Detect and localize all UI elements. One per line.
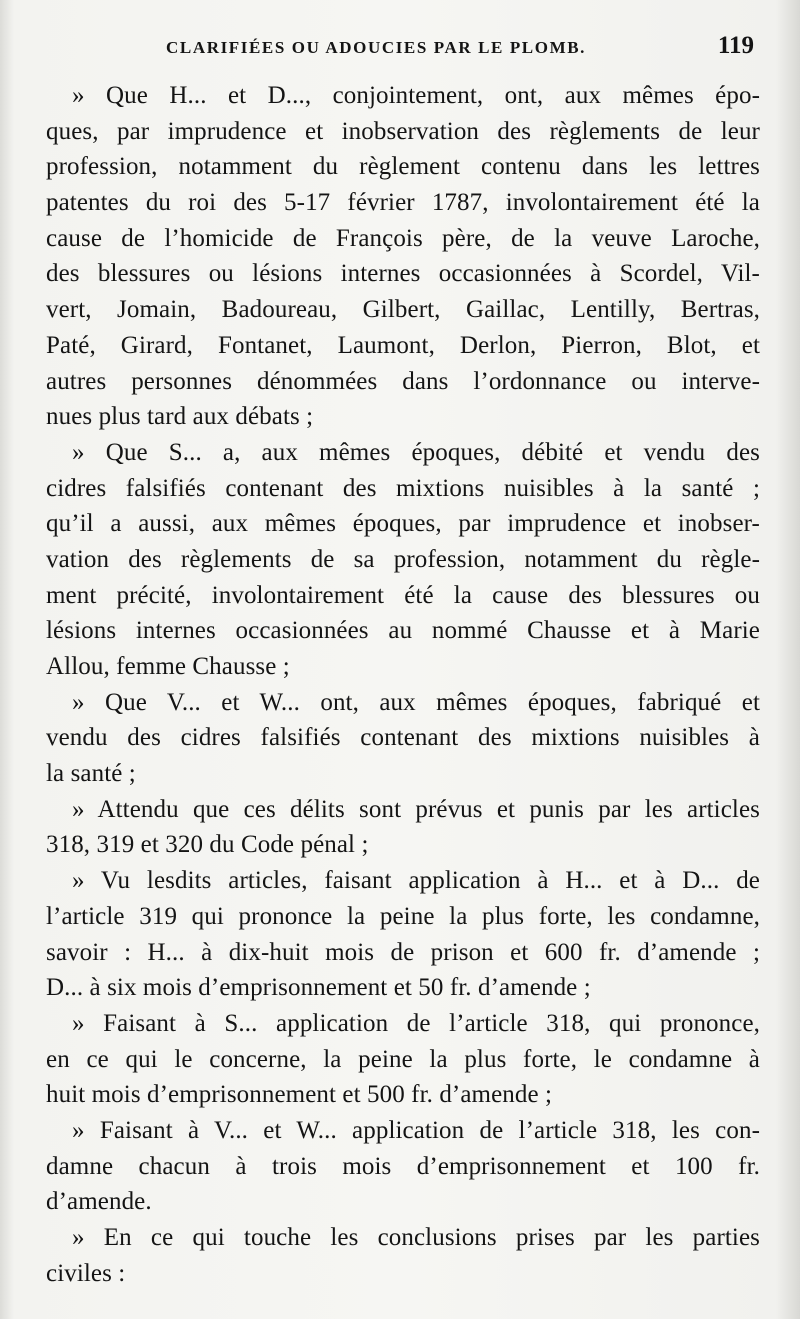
text-line: profession, notamment du règlement contenu dans les lettres [46,153,760,181]
text-line: lésions internes occasionnées au nommé Chausse et à Marie [46,617,760,645]
text-line: vation des règlements de sa profession, notamment du règle- [46,545,760,573]
text-line: ques, par imprudence et inobservation des règlements de leur [46,117,760,145]
text-line: ment précité, involontairement été la cause des blessures ou [46,581,760,609]
page-header [46,30,754,70]
text-line: qu’il a aussi, aux mêmes époques, par imprudence et inobser- [46,510,760,538]
body-text [46,78,760,1291]
text-line: » Que V... et W... ont, aux mêmes époques, fabriqué et [72,688,760,716]
text-line: nues plus tard aux débats ; [46,403,314,431]
text-line: » Vu lesdits articles, faisant application à H... et à D... de [72,867,760,895]
text-line: » En ce qui touche les conclusions prises par les parties [72,1224,760,1251]
text-line: des blessures ou lésions internes occasionnées à Scordel, Vil- [46,260,760,288]
text-line: » Attendu que ces délits sont prévus et punis par les articles [72,795,760,823]
text-line: vendu des cidres falsifiés contenant des mixtions nuisibles à [46,724,760,752]
text-line: » Que S... a, aux mêmes époques, débité et vendu des [72,438,760,466]
text-line: huit mois d’emprisonnement et 500 fr. d’amende ; [46,1081,553,1109]
text-line: patentes du roi des 5-17 février 1787, involontairement été la [46,189,760,217]
text-line: 318, 319 et 320 du Code pénal ; [46,831,369,859]
text-line: d’amende. [46,1188,152,1216]
text-line: cidres falsifiés contenant des mixtions nuisibles à la santé ; [46,474,760,502]
page-number: 119 [717,32,754,59]
text-line: » Faisant à V... et W... application de l’article 318, les con- [72,1116,760,1144]
text-line: civiles : [46,1259,126,1287]
text-line: en ce qui le concerne, la peine la plus forte, le condamne à [46,1045,760,1073]
text-line: » Faisant à S... application de l’article 318, qui prononce, [72,1009,760,1037]
text-line: Allou, femme Chausse ; [46,653,290,680]
text-line: Paté, Girard, Fontanet, Laumont, Derlon, Pierron, Blot, et [46,331,760,359]
text-line: la santé ; [46,760,136,788]
text-line: vert, Jomain, Badoureau, Gilbert, Gaillac, Lentilly, Bertras, [46,296,760,324]
text-line: damne chacun à trois mois d’emprisonnement et 100 fr. [46,1152,760,1180]
text-line: l’article 319 qui prononce la peine la plus forte, les condamne, [46,902,760,930]
running-head: CLARIFIÉES OU ADOUCIES PAR LE PLOMB. [166,38,587,57]
text-line: cause de l’homicide de François père, de la veuve Laroche, [46,224,760,252]
text-line: savoir : H... à dix-huit mois de prison et 600 fr. d’amende ; [46,938,760,966]
text-line: » Que H... et D..., conjointement, ont, aux mêmes épo- [72,82,760,109]
text-line: autres personnes dénommées dans l’ordonnance ou interve- [46,367,760,395]
text-line: D... à six mois d’emprisonnement et 50 fr. d’amende ; [46,974,591,1002]
